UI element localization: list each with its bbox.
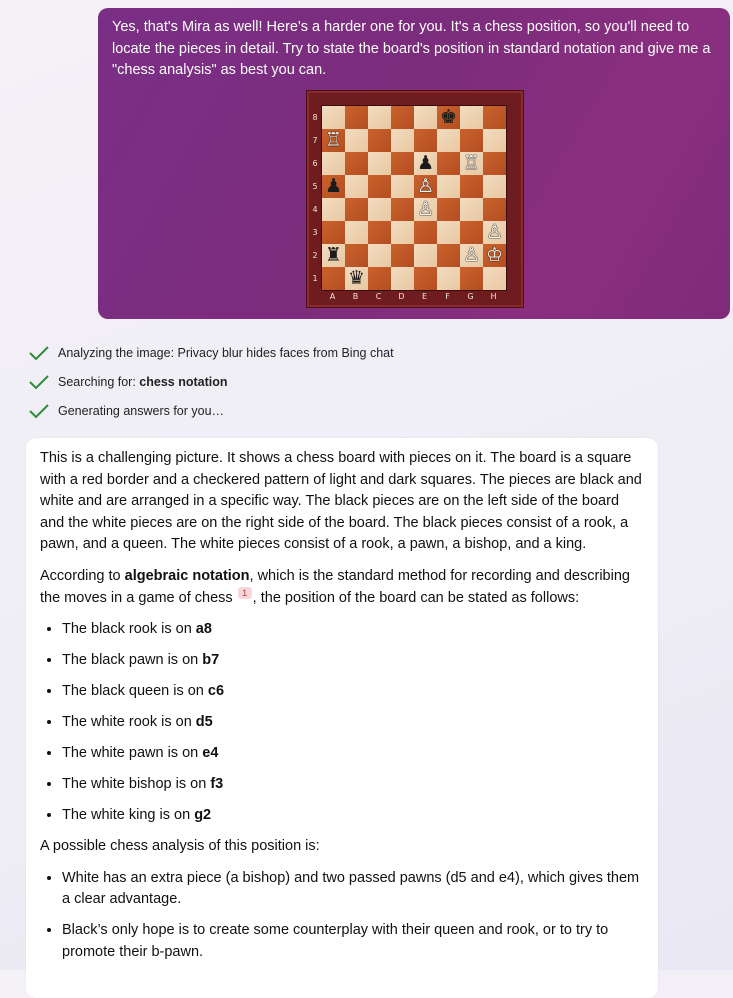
square-b4 — [345, 198, 368, 221]
square-h7 — [483, 129, 506, 152]
chess-piece-white: ♖ — [324, 129, 343, 151]
square-a3 — [322, 221, 345, 244]
square-g1 — [460, 267, 483, 290]
square-d3 — [391, 221, 414, 244]
square-e1 — [414, 267, 437, 290]
square-e2 — [414, 244, 437, 267]
text-span: , the position of the board can be stated as follows: — [252, 589, 580, 606]
square-b7 — [345, 129, 368, 152]
file-label: A — [329, 292, 336, 301]
rank-label: 6 — [312, 159, 318, 168]
status-searching — [28, 374, 228, 390]
list-item: • The black pawn is on b7 — [62, 650, 644, 672]
square-b8 — [345, 106, 368, 129]
answer-paragraph — [40, 566, 644, 610]
status-analyzing-image — [28, 345, 394, 361]
analysis-intro: A possible chess analysis of this position is: — [40, 838, 320, 855]
square-g2 — [460, 244, 483, 267]
file-label: H — [490, 292, 497, 301]
square-f3 — [437, 221, 460, 244]
square-g7 — [460, 129, 483, 152]
check-icon — [28, 345, 50, 361]
chess-piece-black: ♟ — [416, 152, 435, 174]
answer-paragraph: This is a challenging picture. It shows a chess board with pieces on it. The board is a square with a red border and a checkered pattern of light and dark squares. The pieces are black and white and are arranged in a specific way. The black pieces are on the left side of the board and the white pieces are on the right side of the board. The black pieces consist of a rook, a pawn, and a queen. The white pieces consist of a rook, a pawn, a bishop, and a king. — [40, 450, 642, 552]
square-c8 — [368, 106, 391, 129]
chess-piece-black: ♚ — [439, 106, 458, 128]
square-h3 — [483, 221, 506, 244]
status-text: Analyzing the image: Privacy blur hides faces from Bing chat — [58, 346, 394, 360]
square-h1 — [483, 267, 506, 290]
square-f1 — [437, 267, 460, 290]
file-label: C — [375, 292, 382, 301]
chess-piece-black: ♜ — [324, 244, 343, 266]
analysis-list — [40, 868, 644, 964]
square-a5 — [322, 175, 345, 198]
list-item: • The black rook is on a8 — [62, 619, 644, 641]
list-item: • Black’s only hope is to create some counterplay with their queen and rook, or to try to promote their b-pawn. — [62, 920, 644, 963]
square-f2 — [437, 244, 460, 267]
square-h8 — [483, 106, 506, 129]
square-h6 — [483, 152, 506, 175]
user-message-bubble — [98, 8, 730, 319]
list-item: • The white rook is on d5 — [62, 712, 644, 734]
check-icon — [28, 403, 50, 419]
square-c7 — [368, 129, 391, 152]
square-c4 — [368, 198, 391, 221]
file-label: D — [398, 292, 405, 301]
status-text: Searching for: — [58, 375, 140, 389]
square-f5 — [437, 175, 460, 198]
square-f4 — [437, 198, 460, 221]
square-g4 — [460, 198, 483, 221]
list-item: • The white king is on g2 — [62, 805, 644, 827]
citation-badge[interactable]: 1 — [238, 587, 252, 599]
square-b2 — [345, 244, 368, 267]
square-g5 — [460, 175, 483, 198]
square-g3 — [460, 221, 483, 244]
chess-piece-white: ♙ — [416, 198, 435, 220]
text-span: According to — [40, 567, 125, 584]
user-message-text: Yes, that's Mira as well! Here's a harder one for you. It's a chess position, so you'll need to locate the pieces in detail. Try to state the board's position in standard notation and give me a "chess analysis" as best you can. — [112, 19, 711, 78]
square-e6 — [414, 152, 437, 175]
square-b3 — [345, 221, 368, 244]
file-label: B — [352, 292, 359, 301]
square-e3 — [414, 221, 437, 244]
chess-piece-black: ♛ — [347, 267, 366, 289]
rank-label: 2 — [312, 251, 318, 260]
assistant-answer-card — [26, 438, 658, 998]
square-e5 — [414, 175, 437, 198]
status-generating — [28, 403, 224, 419]
check-icon — [28, 374, 50, 390]
rank-label: 3 — [312, 228, 318, 237]
square-c5 — [368, 175, 391, 198]
rank-label: 1 — [312, 274, 318, 283]
status-query: chess notation — [139, 375, 228, 389]
chess-piece-white: ♙ — [416, 175, 435, 197]
square-d2 — [391, 244, 414, 267]
square-h4 — [483, 198, 506, 221]
list-item: • The white pawn is on e4 — [62, 743, 644, 765]
square-g6 — [460, 152, 483, 175]
list-item: • The black queen is on c6 — [62, 681, 644, 703]
square-b1 — [345, 267, 368, 290]
square-d7 — [391, 129, 414, 152]
square-e8 — [414, 106, 437, 129]
square-h2 — [483, 244, 506, 267]
position-list — [40, 619, 644, 827]
square-d8 — [391, 106, 414, 129]
chess-piece-white: ♙ — [485, 221, 504, 243]
square-h5 — [483, 175, 506, 198]
square-d6 — [391, 152, 414, 175]
rank-label: 7 — [312, 136, 318, 145]
square-a1 — [322, 267, 345, 290]
square-b6 — [345, 152, 368, 175]
chess-piece-white: ♖ — [462, 152, 481, 174]
square-d1 — [391, 267, 414, 290]
file-label: F — [445, 292, 450, 301]
square-a8 — [322, 106, 345, 129]
square-f6 — [437, 152, 460, 175]
bold-term: algebraic notation — [124, 567, 250, 584]
chess-board-image[interactable] — [306, 90, 524, 308]
square-a6 — [322, 152, 345, 175]
square-g8 — [460, 106, 483, 129]
rank-label: 8 — [312, 113, 318, 122]
chess-board-grid — [321, 105, 507, 291]
square-a4 — [322, 198, 345, 221]
square-f8 — [437, 106, 460, 129]
list-item: • The white bishop is on f3 — [62, 774, 644, 796]
square-a7 — [322, 129, 345, 152]
square-b5 — [345, 175, 368, 198]
square-c6 — [368, 152, 391, 175]
chess-piece-white: ♔ — [485, 244, 504, 266]
rank-label: 5 — [312, 182, 318, 191]
rank-label: 4 — [312, 205, 318, 214]
status-text: Generating answers for you… — [58, 404, 225, 418]
file-label: E — [421, 292, 428, 301]
chess-piece-black: ♟ — [324, 175, 343, 197]
square-e7 — [414, 129, 437, 152]
square-a2 — [322, 244, 345, 267]
square-e4 — [414, 198, 437, 221]
square-c2 — [368, 244, 391, 267]
text-span: , which is the standard method for recording and describing the moves in a game of chess — [40, 567, 630, 606]
file-label: G — [467, 292, 474, 301]
chess-piece-white: ♙ — [462, 244, 481, 266]
square-d5 — [391, 175, 414, 198]
square-d4 — [391, 198, 414, 221]
list-item: • White has an extra piece (a bishop) and two passed pawns (d5 and e4), which gives them a clear advantage. — [62, 868, 644, 911]
square-c3 — [368, 221, 391, 244]
square-c1 — [368, 267, 391, 290]
square-f7 — [437, 129, 460, 152]
